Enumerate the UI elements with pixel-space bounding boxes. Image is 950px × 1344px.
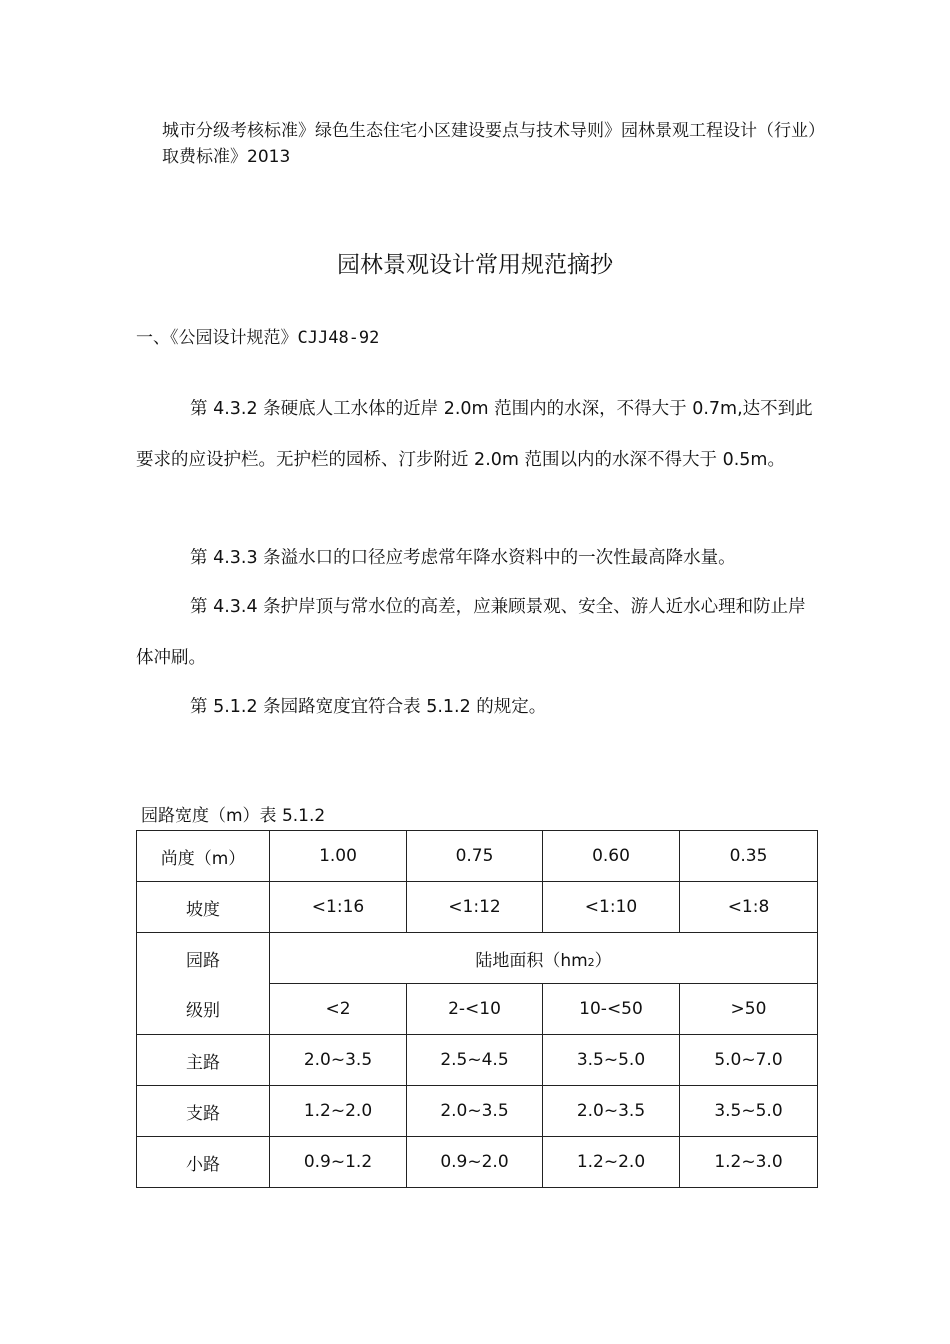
table-row: [137, 933, 818, 984]
table-cell: <1:8: [680, 882, 818, 933]
table-row: [137, 1137, 818, 1188]
grade-label-bottom: 级别: [137, 984, 270, 1035]
table-cell: 0.9~2.0: [407, 1137, 543, 1188]
paragraph-text: 第 5.1.2 条园路宽度宜符合表 5.1.2 的规定。: [190, 697, 547, 717]
paragraph-text: 第 4.3.3 条溢水口的口径应考虑常年降水资料中的一次性最高降水量。: [190, 548, 736, 568]
table-cell: 5.0~7.0: [680, 1035, 818, 1086]
table-cell: 0.35: [680, 831, 818, 882]
table-cell: <1:10: [543, 882, 680, 933]
land-area-subscript: 2: [587, 955, 595, 969]
table-cell: 2-<10: [407, 984, 543, 1035]
land-area-header-text: 陆地面积（hm: [475, 950, 588, 971]
table-cell: 2.0~3.5: [407, 1086, 543, 1137]
road-width-table: [136, 830, 818, 1188]
table-row: [137, 882, 818, 933]
page-title: 园林景观设计常用规范摘抄: [337, 252, 613, 278]
paragraph-text: 第 4.3.4 条护岸顶与常水位的高差，应兼顾景观、安全、游人近水心理和防止岸体冲刷。: [136, 597, 806, 668]
table-cell: 3.5~5.0: [680, 1086, 818, 1137]
table-cell: <1:16: [270, 882, 407, 933]
row-label: 小路: [137, 1137, 270, 1188]
top-note: 城市分级考核标准》绿色生态住宅小区建设要点与技术导则》园林景观工程设计（行业）取费标准》2013: [162, 121, 817, 167]
land-area-close: ）: [594, 950, 612, 971]
grade-label-top: 园路: [137, 933, 270, 984]
table-cell: <1:12: [407, 882, 543, 933]
table-cell: 0.60: [543, 831, 680, 882]
table-cell: >50: [680, 984, 818, 1035]
table-cell: 1.2~3.0: [680, 1137, 818, 1188]
table-cell: 2.0~3.5: [543, 1086, 680, 1137]
paragraph-5-1-2: [136, 682, 818, 733]
table-cell: 1.00: [270, 831, 407, 882]
row-label: 坡度: [137, 882, 270, 933]
table-row: [137, 1035, 818, 1086]
paragraph-4-3-3: [136, 533, 818, 584]
table-cell: 3.5~5.0: [543, 1035, 680, 1086]
table-cell: <2: [270, 984, 407, 1035]
land-area-header: [270, 933, 818, 984]
row-label: 支路: [137, 1086, 270, 1137]
table-caption: 园路宽度（m）表 5.1.2: [141, 806, 326, 826]
paragraph-4-3-4: [136, 582, 818, 684]
table-cell: 0.9~1.2: [270, 1137, 407, 1188]
table-row: [137, 1086, 818, 1137]
table-row: [137, 984, 818, 1035]
table-cell: 1.2~2.0: [543, 1137, 680, 1188]
table-cell: 0.75: [407, 831, 543, 882]
table-cell: 2.5~4.5: [407, 1035, 543, 1086]
section-heading: 一、《公园设计规范》CJJ48-92: [136, 328, 380, 348]
table-cell: 10-<50: [543, 984, 680, 1035]
table-cell: 2.0~3.5: [270, 1035, 407, 1086]
table-cell: 1.2~2.0: [270, 1086, 407, 1137]
table-row: [137, 831, 818, 882]
paragraph-4-3-2: [136, 384, 818, 486]
row-label: 主路: [137, 1035, 270, 1086]
row-label: 尚度（m）: [137, 831, 270, 882]
paragraph-text: 第 4.3.2 条硬底人工水体的近岸 2.0m 范围内的水深，不得大于 0.7m,达不到此要求的应设护栏。无护栏的园桥、汀步附近 2.0m 范围以内的水深不得大于 0.5m。: [136, 399, 813, 470]
